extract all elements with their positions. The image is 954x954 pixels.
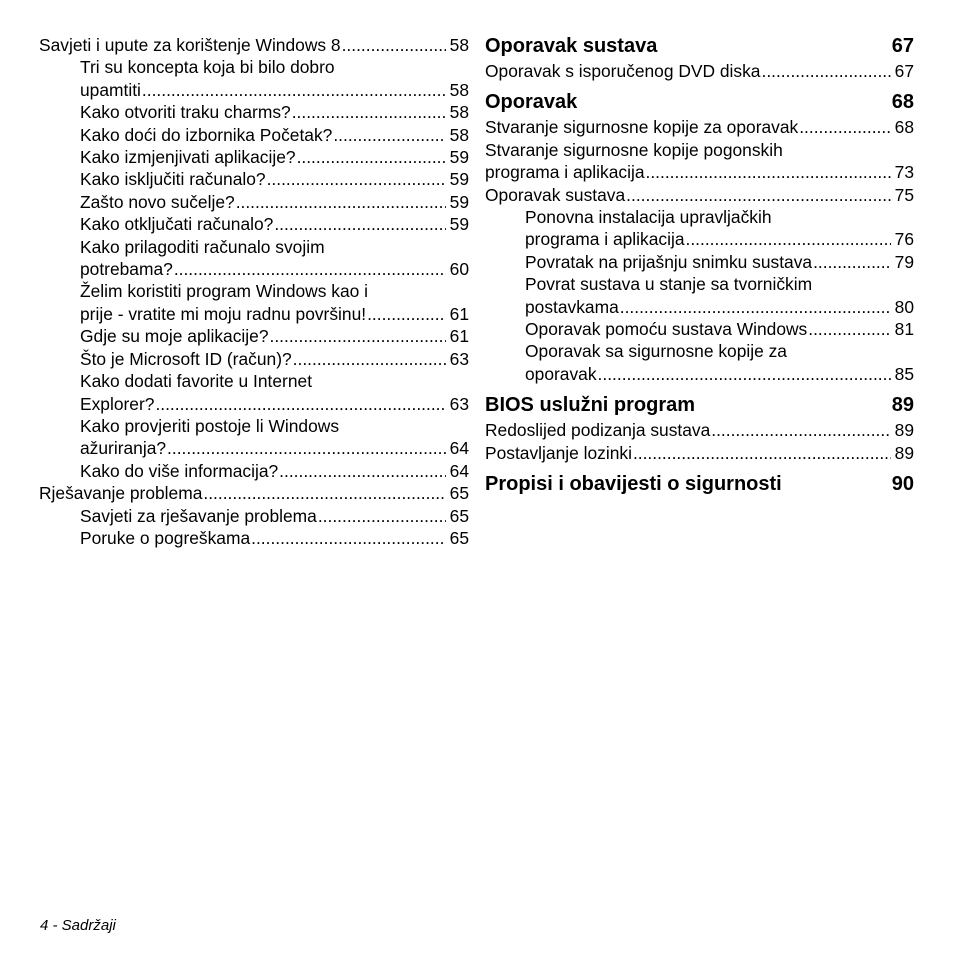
toc-entry-row xyxy=(39,34,469,56)
toc-entry-row xyxy=(39,482,469,504)
toc-leader-dots xyxy=(167,437,446,459)
toc-entry[interactable] xyxy=(39,34,469,56)
toc-entry[interactable] xyxy=(485,419,914,441)
toc-leader-dots xyxy=(367,303,446,325)
toc-entry-row xyxy=(525,228,914,250)
toc-entry-title: Kako otvoriti traku charms? xyxy=(80,102,291,123)
toc-entry-title: programa i aplikacija xyxy=(525,229,685,250)
toc-heading-title: Oporavak sustava xyxy=(485,35,658,57)
toc-entry-title: Povratak na prijašnju snimku sustava xyxy=(525,251,813,272)
toc-entry-row xyxy=(80,325,469,347)
toc-entry-title-line: Tri su koncepta koja bi bilo dobro xyxy=(80,57,335,78)
toc-leader-dots xyxy=(342,34,446,56)
toc-page-number: 60 xyxy=(449,259,469,280)
toc-entry[interactable] xyxy=(39,415,469,460)
toc-entry-title: Savjeti za rješavanje problema xyxy=(80,505,317,526)
toc-entry[interactable] xyxy=(39,325,469,347)
toc-entry-row xyxy=(80,101,469,123)
toc-entry[interactable] xyxy=(39,460,469,482)
toc-entry-title: programa i aplikacija xyxy=(485,162,645,183)
toc-leader-dots xyxy=(155,393,446,415)
toc-entry-title: Oporavak s isporučenog DVD diska xyxy=(485,61,761,81)
toc-page-number: 63 xyxy=(449,348,469,369)
toc-leader-dots xyxy=(251,527,446,549)
toc-page-number: 65 xyxy=(449,483,469,504)
toc-entry-title: Zašto novo sučelje? xyxy=(80,191,235,212)
toc-leader-dots xyxy=(761,60,891,82)
toc-section-heading[interactable] xyxy=(485,472,914,496)
toc-entry[interactable] xyxy=(485,251,914,273)
toc-page-number: 58 xyxy=(449,102,469,123)
toc-leader-dots xyxy=(279,460,446,482)
toc-leader-dots xyxy=(626,184,891,206)
toc-entry-title-line: Ponovna instalacija upravljačkih xyxy=(525,207,772,228)
toc-entry-title: Redoslijed podizanja sustava xyxy=(485,420,711,441)
toc-leader-dots xyxy=(633,442,891,464)
toc-page-number: 59 xyxy=(449,147,469,168)
toc-page-number: 59 xyxy=(449,214,469,235)
toc-leader-dots xyxy=(203,482,446,504)
toc-page-number: 64 xyxy=(449,438,469,459)
toc-entry-row xyxy=(525,363,914,385)
toc-entry-title: prije - vratite mi moju radnu površinu! xyxy=(80,303,367,324)
toc-entry-title-line: Oporavak sa sigurnosne kopije za xyxy=(525,341,787,362)
toc-page-number: 67 xyxy=(894,61,914,81)
toc-leader-dots xyxy=(813,251,891,273)
toc-entry-row xyxy=(80,437,469,459)
toc-heading-page: 68 xyxy=(891,91,914,114)
toc-entry-title: Poruke o pogreškama xyxy=(80,527,251,548)
toc-heading-title: Oporavak xyxy=(485,91,578,114)
toc-entry-row xyxy=(80,168,469,190)
toc-entry[interactable] xyxy=(39,505,469,527)
toc-entry-row xyxy=(525,251,914,273)
toc-entry[interactable] xyxy=(39,348,469,370)
toc-left-column xyxy=(39,34,469,549)
toc-entry[interactable] xyxy=(39,213,469,235)
toc-entry[interactable] xyxy=(485,318,914,340)
page-footer: 4 - Sadržaji xyxy=(40,917,116,934)
toc-heading-page: 90 xyxy=(891,473,914,496)
toc-leader-dots xyxy=(292,101,446,123)
toc-entry-row xyxy=(80,348,469,370)
toc-entry-row xyxy=(80,191,469,213)
toc-page-number: 58 xyxy=(449,35,469,55)
toc-entry-title: Postavljanje lozinki xyxy=(485,442,632,463)
toc-entry-title: Što je Microsoft ID (račun)? xyxy=(80,348,292,369)
toc-entry[interactable] xyxy=(485,340,914,385)
toc-entry-row xyxy=(80,505,469,527)
toc-page-number: 76 xyxy=(894,229,914,250)
toc-entry-title-line: Želim koristiti program Windows kao i xyxy=(80,281,368,302)
toc-entry[interactable] xyxy=(39,280,469,325)
toc-entry-title: upamtiti xyxy=(80,79,141,100)
toc-entry-title: ažuriranja? xyxy=(80,438,167,459)
toc-entry-title: postavkama xyxy=(525,296,619,317)
toc-entry-title-line: Stvaranje sigurnosne kopije pogonskih xyxy=(485,139,783,160)
toc-entry[interactable] xyxy=(485,442,914,464)
toc-page-number: 61 xyxy=(449,303,469,324)
toc-section-heading[interactable] xyxy=(485,34,914,58)
toc-entry-title: Oporavak pomoću sustava Windows xyxy=(525,319,808,340)
toc-entry-title: oporavak xyxy=(525,363,597,384)
toc-entry-title-line: Kako provjeriti postoje li Windows xyxy=(80,415,340,436)
toc-entry[interactable] xyxy=(485,139,914,184)
toc-page-number: 80 xyxy=(894,296,914,317)
toc-leader-dots xyxy=(297,146,446,168)
toc-entry-row xyxy=(485,442,914,464)
toc-page-number: 63 xyxy=(449,393,469,414)
toc-entry-row xyxy=(525,318,914,340)
toc-entry[interactable] xyxy=(39,527,469,549)
toc-page-number: 64 xyxy=(449,460,469,481)
toc-page-number: 58 xyxy=(449,79,469,100)
toc-entry-title: Stvaranje sigurnosne kopije za oporavak xyxy=(485,117,799,138)
toc-leader-dots xyxy=(270,325,447,347)
toc-entry-title: Kako do više informacija? xyxy=(80,460,279,481)
toc-entry-title: Kako doći do izbornika Početak? xyxy=(80,124,333,145)
toc-entry-title-line: Povrat sustava u stanje sa tvorničkim xyxy=(525,274,813,295)
toc-entry-row xyxy=(80,124,469,146)
toc-heading-page: 89 xyxy=(891,394,914,417)
toc-entry[interactable] xyxy=(485,184,914,206)
toc-entry[interactable] xyxy=(485,60,914,82)
toc-entry[interactable] xyxy=(39,101,469,123)
toc-entry[interactable] xyxy=(485,273,914,318)
toc-entry-title: potrebama? xyxy=(80,259,173,280)
toc-entry-title-line: Kako prilagoditi računalo svojim xyxy=(80,236,325,257)
toc-page-number: 59 xyxy=(449,191,469,212)
toc-entry[interactable] xyxy=(485,206,914,251)
toc-page-number: 81 xyxy=(894,319,914,340)
toc-entry[interactable] xyxy=(39,482,469,504)
toc-leader-dots xyxy=(799,116,891,138)
toc-entry-title: Kako isključiti računalo? xyxy=(80,169,266,190)
toc-entry-row xyxy=(485,116,914,138)
toc-entry[interactable] xyxy=(485,116,914,138)
toc-entry-row xyxy=(485,184,914,206)
toc-leader-dots xyxy=(142,79,446,101)
toc-entry-title: Rješavanje problema xyxy=(39,483,203,504)
toc-entry-row xyxy=(80,213,469,235)
toc-section-heading[interactable] xyxy=(485,393,914,417)
toc-entry-row xyxy=(80,393,469,415)
toc-leader-dots xyxy=(293,348,446,370)
toc-entry[interactable] xyxy=(39,370,469,415)
toc-leader-dots xyxy=(598,363,891,385)
toc-heading-title: BIOS uslužni program xyxy=(485,394,696,417)
toc-entry[interactable] xyxy=(39,146,469,168)
toc-entry-title-line: Kako dodati favorite u Internet xyxy=(80,371,313,392)
toc-heading-title: Propisi i obavijesti o sigurnosti xyxy=(485,473,782,496)
toc-page-number: 73 xyxy=(894,162,914,183)
toc-entry-title: Gdje su moje aplikacije? xyxy=(80,326,269,347)
toc-entry-row xyxy=(80,303,469,325)
toc-entry-title: Savjeti i upute za korištenje Windows 8 xyxy=(39,35,341,55)
toc-leader-dots xyxy=(808,318,891,340)
toc-page-number: 85 xyxy=(894,363,914,384)
toc-entry-title: Kako otključati računalo? xyxy=(80,214,274,235)
toc-section-heading[interactable] xyxy=(485,90,914,114)
toc-entry-title: Kako izmjenjivati aplikacije? xyxy=(80,147,296,168)
toc-leader-dots xyxy=(318,505,446,527)
toc-entry[interactable] xyxy=(39,236,469,281)
toc-leader-dots xyxy=(236,191,446,213)
toc-page-number: 58 xyxy=(449,124,469,145)
toc-leader-dots xyxy=(711,419,891,441)
toc-entry-row xyxy=(80,258,469,280)
toc-entry-row xyxy=(485,419,914,441)
toc-leader-dots xyxy=(333,124,446,146)
toc-page-number: 89 xyxy=(894,420,914,441)
toc-page-number: 89 xyxy=(894,442,914,463)
toc-page-number: 65 xyxy=(449,527,469,548)
toc-right-column xyxy=(485,34,914,498)
toc-leader-dots xyxy=(620,296,891,318)
toc-entry[interactable] xyxy=(39,168,469,190)
toc-page-number: 59 xyxy=(449,169,469,190)
toc-entry-row xyxy=(485,60,914,82)
toc-entry-title: Explorer? xyxy=(80,393,155,414)
toc-entry[interactable] xyxy=(39,56,469,101)
toc-leader-dots xyxy=(274,213,446,235)
toc-entry-row xyxy=(80,460,469,482)
toc-entry-row xyxy=(80,527,469,549)
toc-entry-row xyxy=(485,161,914,183)
toc-entry[interactable] xyxy=(39,124,469,146)
toc-entry-row xyxy=(525,296,914,318)
toc-entry-row xyxy=(80,146,469,168)
toc-entry[interactable] xyxy=(39,191,469,213)
toc-entry-row xyxy=(80,79,469,101)
toc-page-number: 61 xyxy=(449,326,469,347)
toc-page-number: 75 xyxy=(894,184,914,205)
toc-leader-dots xyxy=(174,258,446,280)
toc-leader-dots xyxy=(267,168,446,190)
toc-entry-title: Oporavak sustava xyxy=(485,184,626,205)
toc-page-number: 68 xyxy=(894,117,914,138)
toc-heading-page: 67 xyxy=(891,35,914,57)
toc-page-number: 79 xyxy=(894,251,914,272)
toc-page-number: 65 xyxy=(449,505,469,526)
toc-leader-dots xyxy=(686,228,892,250)
toc-leader-dots xyxy=(646,161,892,183)
